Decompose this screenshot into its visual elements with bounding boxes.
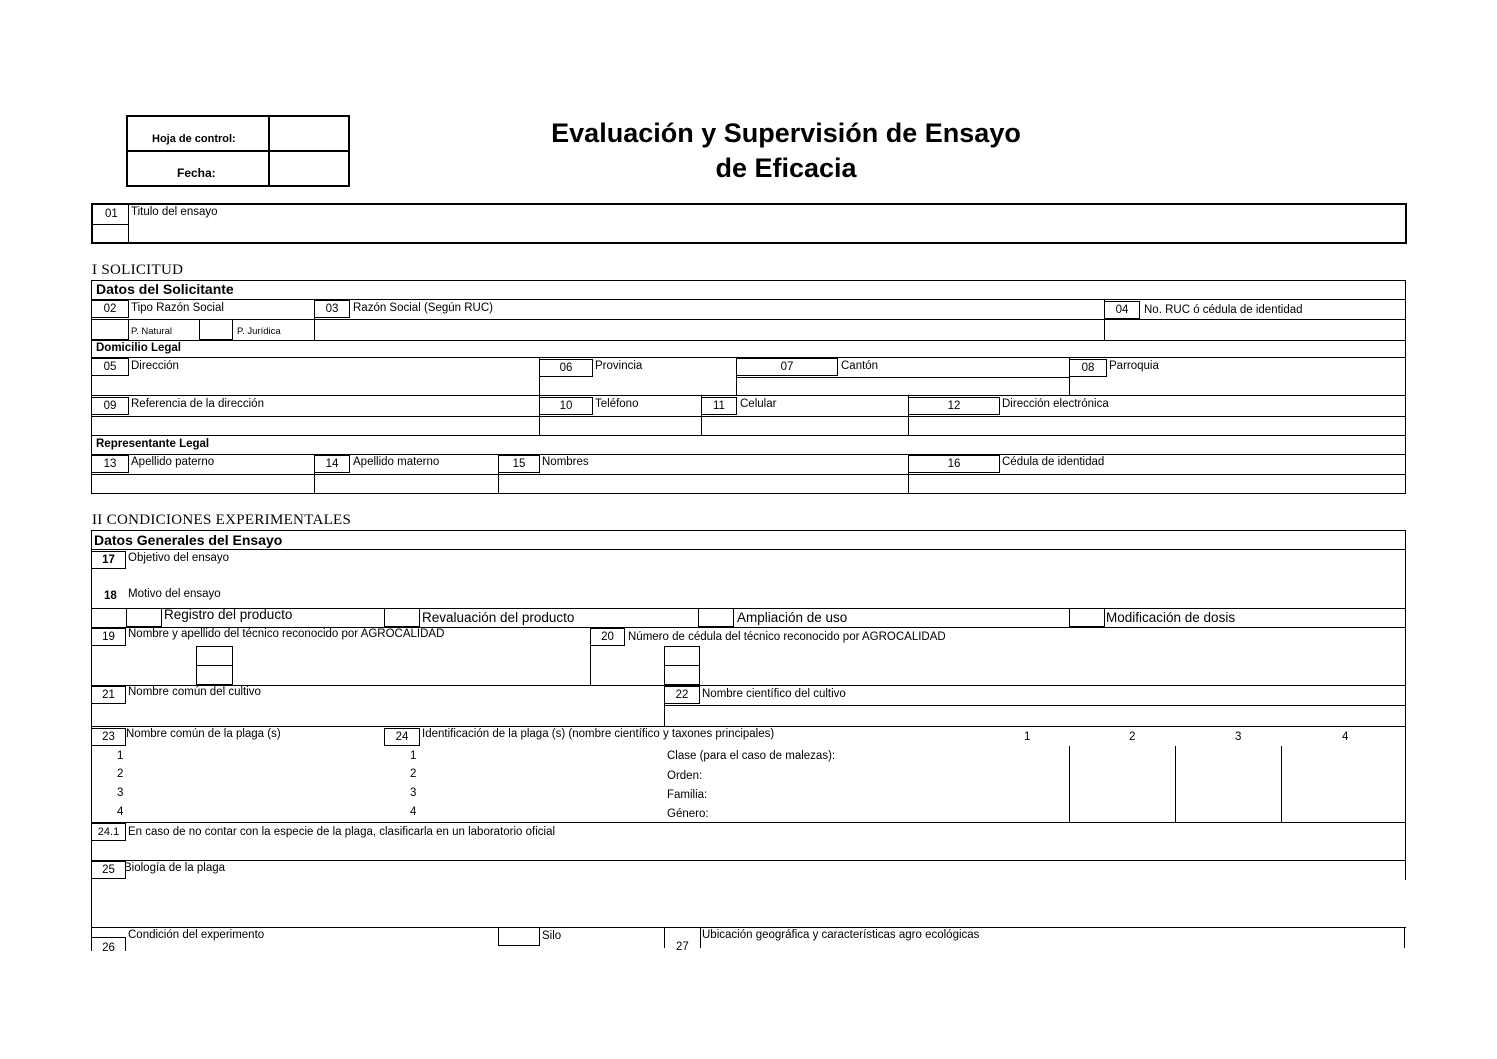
num-20: 20 <box>590 628 625 646</box>
motive-revaluacion-label: Revaluación del producto <box>422 610 575 625</box>
control-value-field[interactable] <box>272 118 346 148</box>
col-num-4: 4 <box>1342 731 1349 743</box>
motive-registro-label: Registro del producto <box>164 607 293 622</box>
motive-revaluacion-checkbox[interactable] <box>384 608 420 627</box>
page-subtitle: de Eficacia <box>715 153 857 183</box>
f14-label: Apellido materno <box>353 456 440 468</box>
num-07: 07 <box>736 358 838 376</box>
divider <box>1281 746 1282 822</box>
control-label: Hoja de control: <box>152 133 236 145</box>
f25-label: Biología de la plaga <box>124 862 226 874</box>
date-label: Fecha: <box>177 166 216 180</box>
divider <box>91 549 1406 550</box>
tecnico-id-box-b[interactable] <box>664 665 700 685</box>
lab-classification-field[interactable] <box>128 842 1402 858</box>
email-field[interactable] <box>910 417 1404 434</box>
num-14: 14 <box>314 455 350 473</box>
plaga-row-num: 2 <box>117 768 124 780</box>
f09-label: Referencia de la dirección <box>131 398 264 410</box>
page-title: Evaluación y Supervisión de Ensayo <box>551 118 1021 148</box>
cedula-field[interactable] <box>910 475 1404 492</box>
num-03: 03 <box>314 300 350 318</box>
f07-label: Cantón <box>841 360 879 372</box>
num-18: 18 <box>104 590 117 602</box>
col-num-2: 2 <box>1129 731 1136 743</box>
f11-label: Celular <box>740 398 777 410</box>
f17-label: Objetivo del ensayo <box>128 552 230 564</box>
biologia-field[interactable] <box>93 880 1403 925</box>
plaga-row-num: 1 <box>117 750 124 762</box>
num-08: 08 <box>1069 359 1107 377</box>
divider <box>736 377 1069 378</box>
f02-label: Tipo Razón Social <box>131 302 224 314</box>
num-13: 13 <box>91 455 129 473</box>
taxon-clase-label: Clase (para el caso de malezas): <box>667 750 836 762</box>
num-22: 22 <box>664 686 700 704</box>
divider <box>1175 746 1176 822</box>
referencia-field[interactable] <box>93 417 537 434</box>
f04-label: No. RUC ó cédula de identidad <box>1144 304 1303 316</box>
control-divider <box>126 150 350 152</box>
f06-label: Provincia <box>595 360 643 372</box>
divider <box>91 530 1406 531</box>
f21-label: Nombre común del cultivo <box>128 686 261 698</box>
motive-ampliacion-checkbox[interactable] <box>698 608 734 627</box>
plaga-row-num: 4 <box>117 806 124 818</box>
motive-dosis-label: Modificación de dosis <box>1106 610 1236 625</box>
num-12: 12 <box>908 397 1000 415</box>
num-10: 10 <box>539 397 593 415</box>
taxon-genero-label: Género: <box>667 808 709 820</box>
col-num-3: 3 <box>1235 731 1242 743</box>
divider <box>700 927 701 948</box>
taxon-cell-col3[interactable] <box>1283 748 1403 820</box>
motive-ampliacion-label: Ampliación de uso <box>737 610 848 625</box>
divider <box>91 927 1406 928</box>
f27-label: Ubicación geográfica y características agro ecológicas <box>702 929 980 941</box>
direccion-field[interactable] <box>93 377 537 394</box>
section-2-right-edge-lower <box>1404 927 1405 948</box>
nombres-field[interactable] <box>500 475 906 492</box>
num-24-1: 24.1 <box>91 823 126 841</box>
f18-label: Motivo del ensayo <box>128 588 221 600</box>
cultivo-comun-field[interactable] <box>93 706 662 725</box>
f26-label: Condición del experimento <box>128 929 265 941</box>
objetivo-field[interactable] <box>128 567 1402 585</box>
cultivo-cientifico-field[interactable] <box>666 706 1403 725</box>
num-26: 26 <box>91 937 126 951</box>
divider <box>91 395 1406 396</box>
divider <box>91 299 1406 300</box>
telefono-field[interactable] <box>541 417 699 434</box>
divider <box>91 822 1406 823</box>
taxon-familia-label: Familia: <box>667 789 708 801</box>
domicile-heading: Domicilio Legal <box>96 342 181 354</box>
apellido-materno-field[interactable] <box>316 475 496 492</box>
num-27: 27 <box>676 941 689 953</box>
silo-label: Silo <box>542 930 562 942</box>
num-17: 17 <box>91 551 126 569</box>
title-label: Titulo del ensayo <box>131 206 218 218</box>
tecnico-name-box-b[interactable] <box>196 665 233 685</box>
f16-label: Cédula de identidad <box>1002 456 1105 468</box>
control-vdivider <box>268 115 270 187</box>
razon-social-field[interactable] <box>316 321 1102 339</box>
ruc-field[interactable] <box>1106 321 1404 339</box>
num-21: 21 <box>91 686 126 704</box>
num-23: 23 <box>91 728 126 746</box>
num-01: 01 <box>105 208 118 220</box>
legal-person-checkbox[interactable] <box>199 319 233 340</box>
ident-row-num: 3 <box>410 787 417 799</box>
f13-label: Apellido paterno <box>131 456 215 468</box>
divider <box>91 454 1406 455</box>
f10-label: Teléfono <box>595 398 639 410</box>
representative-heading: Representante Legal <box>96 438 210 450</box>
num-02: 02 <box>91 300 129 318</box>
section-1-title: I SOLICITUD <box>92 262 184 278</box>
divider <box>91 340 1406 341</box>
general-heading: Datos Generales del Ensayo <box>94 532 283 548</box>
num-09: 09 <box>91 397 129 415</box>
f24-label: Identificación de la plaga (s) (nombre científico y taxones principales) <box>422 728 775 740</box>
divider <box>91 685 1406 686</box>
tecnico-name-box-a[interactable] <box>196 646 233 666</box>
f22-label: Nombre científico del cultivo <box>702 688 846 700</box>
f12-label: Dirección electrónica <box>1002 398 1109 410</box>
divider <box>91 224 129 225</box>
motive-registro-checkbox[interactable] <box>126 608 162 627</box>
f23-label: Nombre común de la plaga (s) <box>126 728 281 740</box>
f03-label: Razón Social (Según RUC) <box>353 302 493 314</box>
ident-row-num: 4 <box>410 806 417 818</box>
motive-dosis-checkbox[interactable] <box>1069 608 1105 627</box>
divider <box>664 927 665 948</box>
col-num-1: 1 <box>1024 731 1031 743</box>
divider <box>91 860 1406 861</box>
divider <box>91 319 1406 320</box>
num-16: 16 <box>908 455 1000 473</box>
num-04: 04 <box>1104 301 1140 319</box>
date-value-field[interactable] <box>272 153 346 183</box>
num-06: 06 <box>539 359 593 377</box>
parroquia-field[interactable] <box>1071 377 1404 394</box>
apellido-paterno-field[interactable] <box>93 475 312 492</box>
provincia-field[interactable] <box>541 377 734 394</box>
divider <box>91 435 1406 436</box>
f19-label: Nombre y apellido del técnico reconocido por AGROCALIDAD <box>128 628 445 640</box>
taxon-cell-col1[interactable] <box>1071 748 1173 820</box>
juridica-label: P. Jurídica <box>237 326 281 337</box>
ident-row-num: 1 <box>410 750 417 762</box>
canton-field[interactable] <box>738 379 1067 394</box>
divider <box>1069 746 1070 822</box>
num-19: 19 <box>91 628 126 646</box>
applicant-heading: Datos del Solicitante <box>96 281 234 297</box>
f20-label: Número de cédula del técnico reconocido por AGROCALIDAD <box>628 631 946 643</box>
f24-1-label: En caso de no contar con la especie de la plaga, clasificarla en un laboratorio oficial <box>128 826 556 838</box>
ident-row-num: 2 <box>410 768 417 780</box>
title-field-box[interactable] <box>91 203 1407 244</box>
num-05: 05 <box>91 358 129 376</box>
num-24: 24 <box>384 728 420 746</box>
f05-label: Dirección <box>131 360 179 372</box>
plaga-row-num: 3 <box>117 787 124 799</box>
natural-person-checkbox[interactable] <box>91 319 129 340</box>
tecnico-id-box-a[interactable] <box>664 646 700 666</box>
f15-label: Nombres <box>542 456 589 468</box>
celular-field[interactable] <box>703 417 906 434</box>
silo-checkbox[interactable] <box>498 927 540 946</box>
num-25: 25 <box>91 861 126 879</box>
num-15: 15 <box>498 455 540 473</box>
taxon-cell-col2[interactable] <box>1177 748 1279 820</box>
divider <box>91 726 1406 727</box>
num-11: 11 <box>701 397 737 415</box>
section-2-title: II CONDICIONES EXPERIMENTALES <box>92 512 352 528</box>
f08-label: Parroquia <box>1109 360 1159 372</box>
taxon-orden-label: Orden: <box>667 770 703 782</box>
natural-label: P. Natural <box>131 326 173 337</box>
